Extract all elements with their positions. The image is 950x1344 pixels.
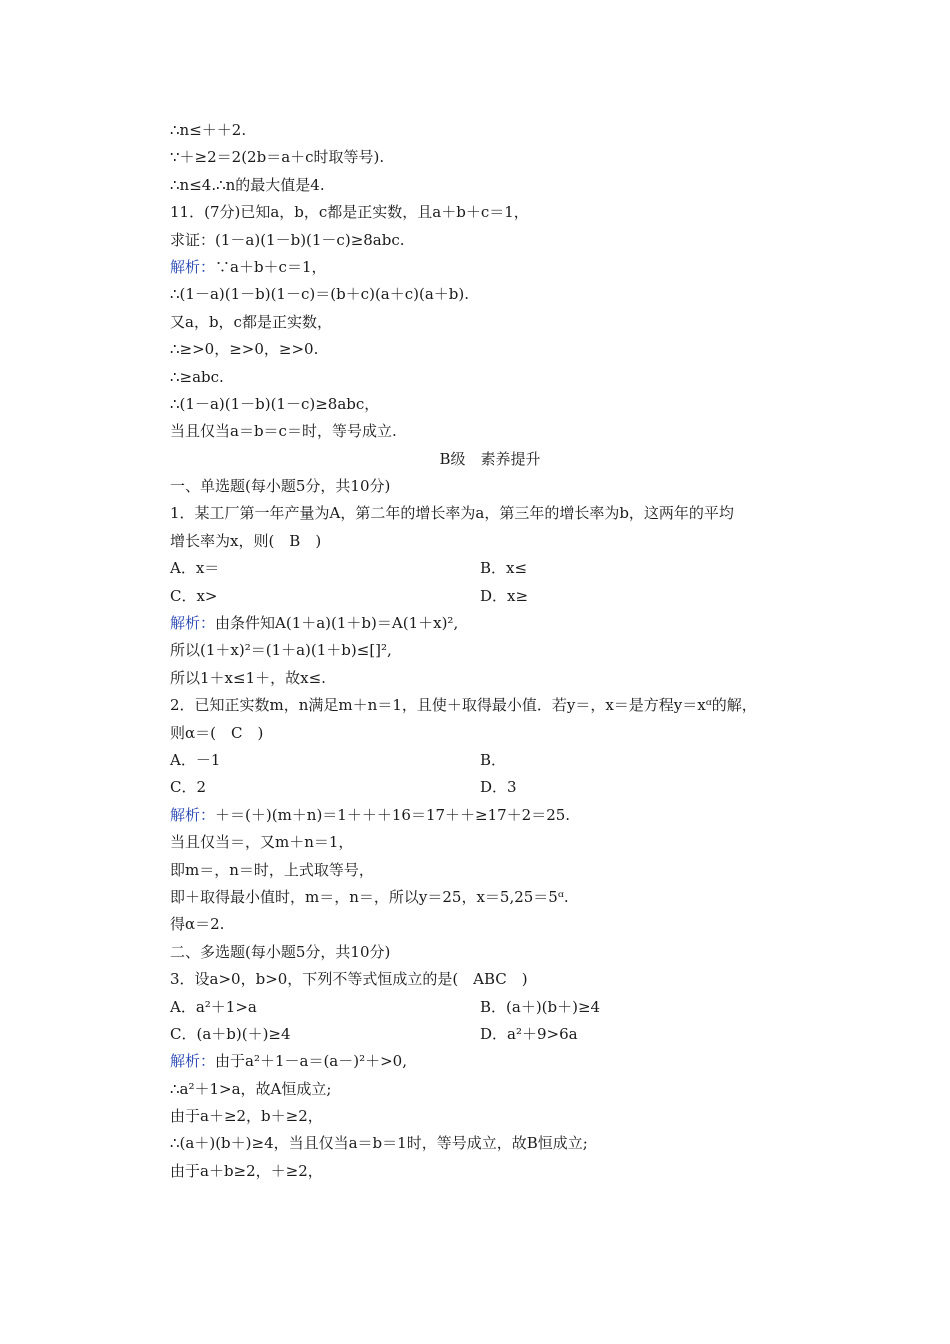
text-line: ∴n≤＋＋2. <box>170 121 247 139</box>
text-line: ∴(1－a)(1－b)(1－c)≥8abc， <box>170 394 380 413</box>
question-1: 1．某工厂第一年产量为A，第二年的增长率为a，第三年的增长率为b，这两年的平均 <box>170 504 734 523</box>
question-3: 3．设a>0，b>0，下列不等式恒成立的是( ABC ) <box>170 970 528 989</box>
option-d: D．x≥ <box>480 586 529 605</box>
options-row <box>170 555 810 582</box>
solution-line <box>170 1048 810 1075</box>
section-heading: B级 素养提升 <box>439 449 541 468</box>
text-line: ∴≥>0，≥>0，≥>0. <box>170 340 319 359</box>
text-line: ∴≥abc. <box>170 367 224 386</box>
solution-label: 解析： <box>170 1052 216 1071</box>
text-line: 所以1＋x≤1＋，故x≤. <box>170 668 326 687</box>
text-line: 所以(1＋x)²＝(1＋a)(1＋b)≤[]², <box>170 641 392 660</box>
solution-line <box>170 610 810 637</box>
text-line: 增长率为x，则( B ) <box>170 531 322 550</box>
text-line: 又a，b，c都是正实数， <box>170 312 332 331</box>
option-a: A．x＝ <box>170 559 220 578</box>
text-line: 由于a＋b≥2，＋≥2， <box>170 1161 323 1180</box>
text-line: 则α＝( C ) <box>170 723 264 742</box>
option-d: D．3 <box>480 778 517 797</box>
solution-line <box>170 802 810 829</box>
options-row <box>170 774 810 801</box>
text-line: ∵＋≥2＝2(2b＝a＋c时取等号). <box>170 148 385 167</box>
option-b: B． <box>480 750 507 769</box>
text-line: 得α＝2. <box>170 915 225 934</box>
subsection-heading: 一、单选题(每小题5分，共10分) <box>170 477 391 496</box>
option-d: D．a²＋9>6a <box>480 1024 578 1043</box>
text-line: ∴n≤4.∴n的最大值是4. <box>170 175 325 194</box>
text-line: 由于a＋≥2，b＋≥2， <box>170 1107 323 1126</box>
solution-label: 解析： <box>170 257 216 276</box>
option-c: C．(a＋b)(＋)≥4 <box>170 1024 291 1043</box>
solution-text: 由条件知A(1＋a)(1＋b)＝A(1＋x)², <box>215 614 459 633</box>
text-line: 当且仅当＝，又m＋n＝1， <box>170 833 354 852</box>
option-b: B．(a＋)(b＋)≥4 <box>480 997 601 1016</box>
option-c: C．2 <box>170 778 207 797</box>
option-a: A．a²＋1>a <box>170 997 257 1016</box>
option-b: B．x≤ <box>480 559 528 578</box>
options-row <box>170 747 810 774</box>
solution-label: 解析： <box>170 614 216 633</box>
solution-line <box>170 254 810 281</box>
option-c: C．x> <box>170 586 218 605</box>
question-11: 11．(7分)已知a，b，c都是正实数，且a＋b＋c＝1， <box>170 203 529 222</box>
solution-text: ＋＝(＋)(m＋n)＝1＋＋＋16＝17＋＋≥17＋2＝25. <box>215 805 571 824</box>
text-line: 求证：(1－a)(1－b)(1－c)≥8abc. <box>170 230 405 249</box>
document-content <box>170 117 810 1185</box>
text-line: ∴(1－a)(1－b)(1－c)＝(b＋c)(a＋c)(a＋b). <box>170 285 470 304</box>
text-line: 当且仅当a＝b＝c＝时，等号成立. <box>170 422 397 441</box>
solution-text: 由于a²＋1－a＝(a－)²＋>0, <box>215 1052 407 1071</box>
question-2: 2．已知正实数m，n满足m＋n＝1，且使＋取得最小值．若y＝，x＝是方程y＝xᵅ的解， <box>170 696 757 715</box>
text-line: ∴a²＋1>a，故A恒成立; <box>170 1079 332 1098</box>
text-line: 即m＝，n＝时，上式取等号， <box>170 860 374 879</box>
text-line: 即＋取得最小值时，m＝，n＝，所以y＝25，x＝5,25＝5ᵅ. <box>170 887 569 906</box>
options-row <box>170 994 810 1021</box>
solution-text: ∵a＋b＋c＝1， <box>215 257 327 276</box>
text-line: ∴(a＋)(b＋)≥4，当且仅当a＝b＝1时，等号成立，故B恒成立; <box>170 1134 588 1153</box>
options-row <box>170 583 810 610</box>
solution-label: 解析： <box>170 805 216 824</box>
subsection-heading: 二、多选题(每小题5分，共10分) <box>170 942 391 961</box>
option-a: A．－1 <box>170 750 221 769</box>
options-row <box>170 1021 810 1048</box>
